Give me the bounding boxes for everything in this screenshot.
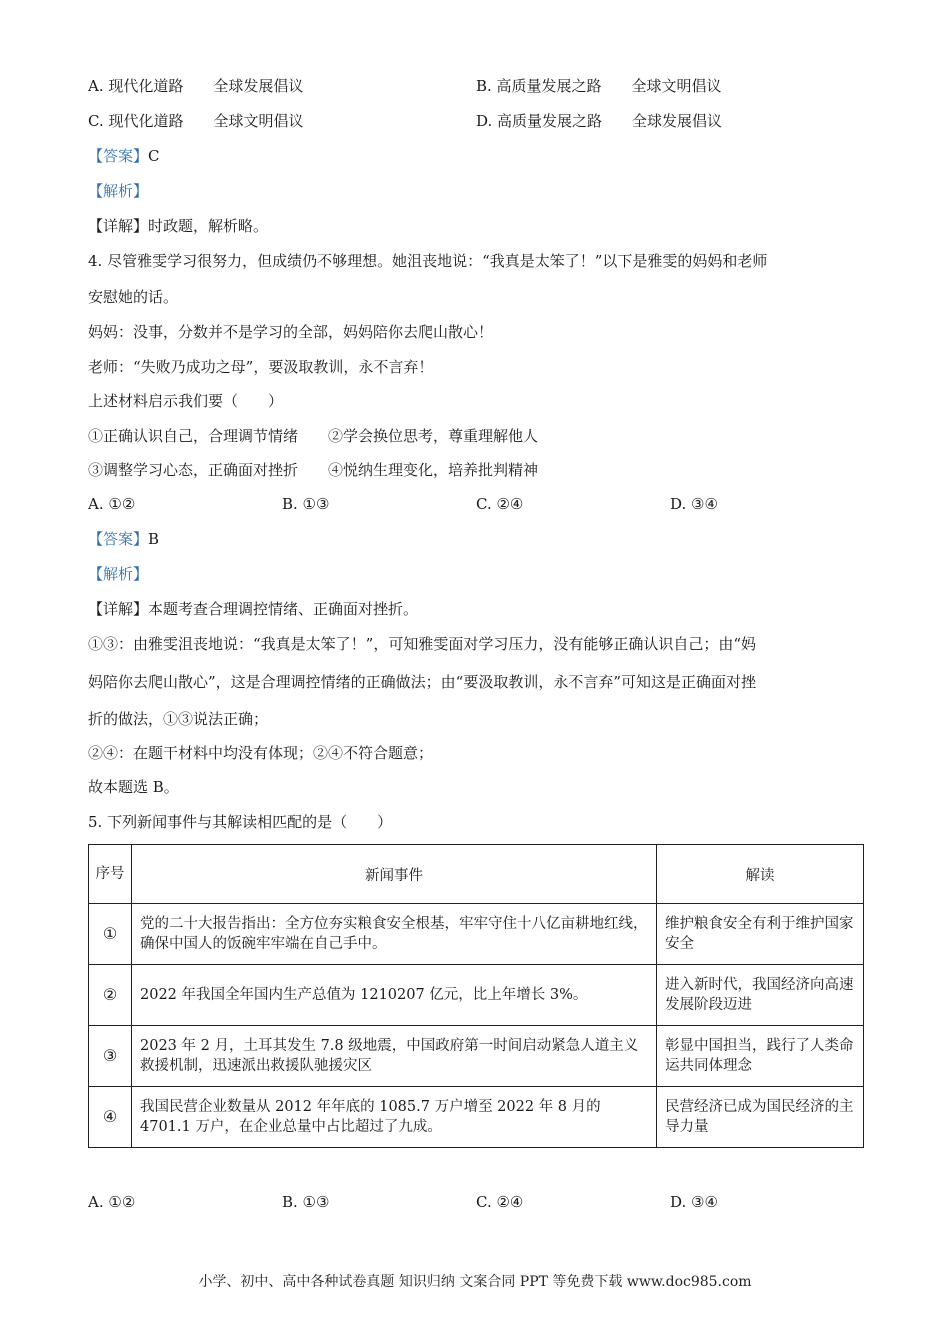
row-interp: 进入新时代，我国经济向高速发展阶段迈进	[657, 965, 864, 1026]
q3-option-a: A. 现代化道路 全球发展倡议	[88, 77, 304, 95]
q4-items-row-2	[88, 460, 538, 480]
q4-teacher-quote: 老师：“失败乃成功之母”，要汲取教训，永不言弃！	[88, 358, 434, 376]
q5-option-b: B. ①③	[282, 1193, 330, 1211]
q4-item-4: ④悦纳生理变化，培养批判精神	[328, 461, 539, 479]
q5-option-c: C. ②④	[476, 1193, 524, 1211]
table-row	[89, 965, 864, 1026]
analysis-tag: 【解析】	[88, 182, 149, 200]
row-interp: 彰显中国担当，践行了人类命运共同体理念	[657, 1026, 864, 1087]
q4-option-a: A. ①②	[88, 495, 136, 513]
row-no: ②	[89, 965, 132, 1026]
answer-value: B	[148, 530, 160, 548]
answer-tag: 【答案】	[88, 530, 149, 548]
q4-option-b: B. ①③	[282, 495, 330, 513]
q4-stem-line-1: 4. 尽管雅雯学习很努力，但成绩仍不够理想。她沮丧地说：“我真是太笨了！”以下是雅雯的妈妈和老师	[88, 252, 768, 270]
q4-item-1: ①正确认识自己，合理调节情绪	[88, 427, 299, 445]
row-event: 党的二十大报告指出：全方位夯实粮食安全根基，牢牢守住十八亿亩耕地红线，确保中国人的饭碗牢牢端在自己手中。	[132, 904, 657, 965]
row-interp: 维护粮食安全有利于维护国家安全	[657, 904, 864, 965]
q3-analysis	[88, 181, 148, 201]
q4-item-2: ②学会换位思考，尊重理解他人	[328, 427, 539, 445]
page-footer: 小学、初中、高中各种试卷真题 知识归纳 文案合同 PPT 等免费下载 www.doc985.com	[198, 1274, 752, 1290]
q3-answer	[88, 146, 160, 166]
q5-option-d: D. ③④	[670, 1193, 718, 1211]
row-interp: 民营经济已成为国民经济的主导力量	[657, 1087, 864, 1148]
row-event: 2022 年我国全年国内生产总值为 1210207 亿元，比上年增长 3%。	[132, 965, 657, 1026]
q3-option-b: B. 高质量发展之路 全球文明倡议	[476, 77, 722, 95]
q3-option-c: C. 现代化道路 全球文明倡议	[88, 112, 304, 130]
table-row	[89, 904, 864, 965]
table-row	[89, 1026, 864, 1087]
q4-mom-quote: 妈妈：没事，分数并不是学习的全部，妈妈陪你去爬山散心！	[88, 323, 494, 341]
header-no: 序号	[89, 845, 132, 904]
q4-explanation-5: 故本题选 B。	[88, 778, 179, 796]
detail-tag: 【详解】	[88, 217, 149, 235]
q4-prompt: 上述材料启示我们要（ ）	[88, 392, 284, 410]
news-table	[88, 844, 864, 1148]
detail-text: 本题考查合理调控情绪、正确面对挫折。	[148, 600, 419, 618]
analysis-tag: 【解析】	[88, 565, 149, 583]
q4-detail	[88, 599, 418, 619]
answer-tag: 【答案】	[88, 147, 149, 165]
row-no: ③	[89, 1026, 132, 1087]
q4-item-3: ③调整学习心态，正确面对挫折	[88, 461, 299, 479]
row-event: 2023 年 2 月，土耳其发生 7.8 级地震，中国政府第一时间启动紧急人道主义救援机制，迅速派出救援队驰援灾区	[132, 1026, 657, 1087]
q4-option-c: C. ②④	[476, 495, 524, 513]
row-no: ①	[89, 904, 132, 965]
q4-explanation-3: 折的做法，①③说法正确；	[88, 710, 269, 728]
q4-items-row-1	[88, 426, 538, 446]
answer-value: C	[148, 147, 160, 165]
q5-stem: 5. 下列新闻事件与其解读相匹配的是（ ）	[88, 813, 393, 831]
detail-tag: 【详解】	[88, 600, 149, 618]
q4-stem-line-2: 安慰她的话。	[88, 288, 179, 306]
table-header-row	[89, 845, 864, 904]
q4-explanation-4: ②④：在题干材料中均没有体现；②④不符合题意；	[88, 744, 434, 762]
table-row	[89, 1087, 864, 1148]
q5-option-a: A. ①②	[88, 1193, 136, 1211]
q3-detail	[88, 216, 268, 236]
row-event: 我国民营企业数量从 2012 年年底的 1085.7 万户增至 2022 年 8 月的 4701.1 万户，在企业总量中占比超过了九成。	[132, 1087, 657, 1148]
q3-option-d: D. 高质量发展之路 全球发展倡议	[476, 112, 723, 130]
header-event: 新闻事件	[132, 845, 657, 904]
q4-explanation-1: ①③：由雅雯沮丧地说：“我真是太笨了！”，可知雅雯面对学习压力，没有能够正确认识自己；由“妈	[88, 635, 757, 653]
q4-analysis	[88, 564, 148, 584]
q4-answer	[88, 529, 159, 549]
detail-text: 时政题，解析略。	[148, 217, 269, 235]
header-interp: 解读	[657, 845, 864, 904]
q4-option-d: D. ③④	[670, 495, 718, 513]
row-no: ④	[89, 1087, 132, 1148]
q4-explanation-2: 妈陪你去爬山散心”，这是合理调控情绪的正确做法；由“要汲取教训，永不言弃”可知这是正确面对挫	[88, 673, 757, 691]
